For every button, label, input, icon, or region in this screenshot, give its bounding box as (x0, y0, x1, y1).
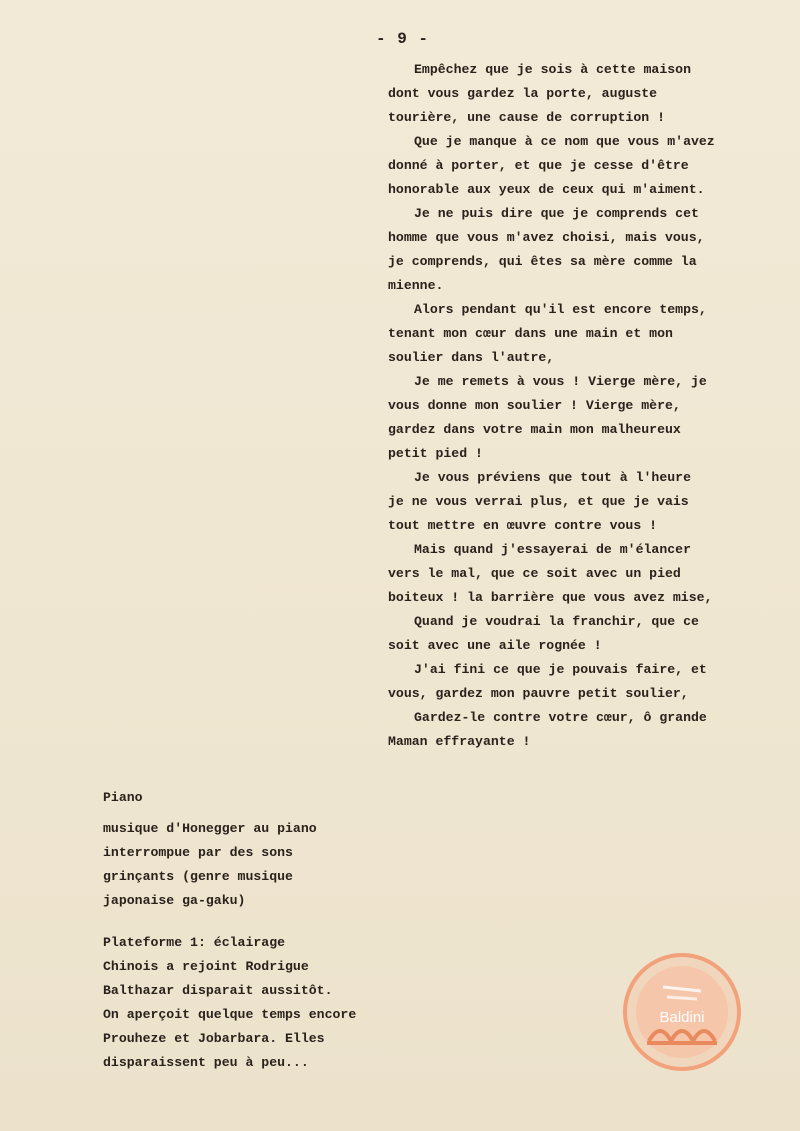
poem-line: tenant mon cœur dans une main et mon (388, 326, 673, 341)
platform-line: Chinois a rejoint Rodrigue (103, 959, 309, 974)
poem-line: Alors pendant qu'il est encore temps, (414, 302, 707, 317)
music-note (103, 817, 403, 913)
poem-line: gardez dans votre main mon malheureux (388, 422, 681, 437)
poem-line: homme que vous m'avez choisi, mais vous, (388, 230, 705, 245)
page-number: - 9 - (376, 30, 430, 48)
poem-line: Empêchez que je sois à cette maison (414, 62, 691, 77)
poem-line: Quand je voudrai la franchir, que ce (414, 614, 699, 629)
platform-line: On aperçoit quelque temps encore (103, 1007, 357, 1022)
platform-line: Prouheze et Jobarbara. Elles (103, 1031, 325, 1046)
poem-line: Je vous préviens que tout à l'heure (414, 470, 691, 485)
poem-line: vous donne mon soulier ! Vierge mère, (388, 398, 681, 413)
poem-line: Je ne puis dire que je comprends cet (414, 206, 699, 221)
poem-line: vers le mal, que ce soit avec un pied (388, 566, 681, 581)
poem-line: tourière, une cause de corruption ! (388, 110, 665, 125)
poem-line: Que je manque à ce nom que vous m'avez (414, 134, 715, 149)
poem-line: soulier dans l'autre, (388, 350, 555, 365)
poem-line: donné à porter, et que je cesse d'être (388, 158, 689, 173)
piano-heading: Piano (103, 790, 143, 805)
platform-line: Balthazar disparait aussitôt. (103, 983, 333, 998)
poem-line: boiteux ! la barrière que vous avez mise, (388, 590, 713, 605)
music-line: interrompue par des sons (103, 845, 293, 860)
poem-line: je ne vous verrai plus, et que je vais (388, 494, 689, 509)
platform-line: disparaissent peu à peu... (103, 1055, 309, 1070)
poem-column (388, 58, 788, 754)
poem-line: honorable aux yeux de ceux qui m'aiment. (388, 182, 705, 197)
poem-line: tout mettre en œuvre contre vous ! (388, 518, 658, 533)
music-line: grinçants (genre musique (103, 869, 293, 884)
poem-line: mienne. (388, 278, 444, 293)
poem-line: Je me remets à vous ! Vierge mère, je (414, 374, 707, 389)
archive-stamp (623, 953, 741, 1071)
poem-line: Gardez-le contre votre cœur, ô grande (414, 710, 707, 725)
poem-line: Maman effrayante ! (388, 734, 531, 749)
poem-line: vous, gardez mon pauvre petit soulier, (388, 686, 689, 701)
music-line: japonaise ga-gaku) (103, 893, 246, 908)
poem-line: petit pied ! (388, 446, 483, 461)
poem-line: Mais quand j'essayerai de m'élancer (414, 542, 691, 557)
stage-note-heading (103, 786, 403, 810)
stamp-text: Baldini (659, 1009, 705, 1026)
poem-line: dont vous gardez la porte, auguste (388, 86, 658, 101)
platform-note (103, 931, 403, 1075)
music-line: musique d'Honegger au piano (103, 821, 317, 836)
poem-line: soit avec une aile rognée ! (388, 638, 602, 653)
poem-line: je comprends, qui êtes sa mère comme la (388, 254, 697, 269)
platform-line: Plateforme 1: éclairage (103, 935, 286, 950)
poem-line: J'ai fini ce que je pouvais faire, et (414, 662, 707, 677)
